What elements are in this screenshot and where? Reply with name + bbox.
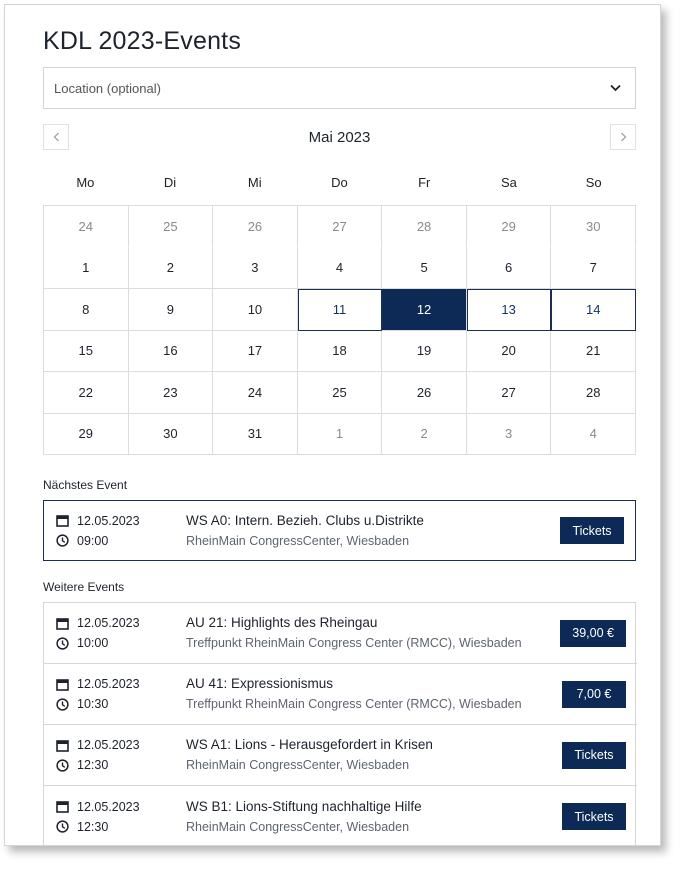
- calendar-grid: [43, 205, 636, 455]
- calendar-day[interactable]: 8: [44, 289, 129, 331]
- weekday-label: Fr: [418, 175, 431, 190]
- event-datetime: [44, 613, 186, 653]
- calendar-day[interactable]: 3: [213, 248, 298, 290]
- calendar-day[interactable]: 2: [129, 248, 214, 290]
- event-time: 12:30: [77, 758, 109, 772]
- calendar-day[interactable]: 28: [382, 206, 467, 248]
- event-name: WS A0: Intern. Bezieh. Clubs u.Distrikte: [186, 512, 424, 528]
- event-name: WS A1: Lions - Herausgefordert in Krisen: [186, 737, 433, 752]
- weekday-header: [43, 175, 636, 190]
- calendar-day[interactable]: 4: [298, 248, 383, 290]
- calendar-day[interactable]: 7: [551, 248, 636, 290]
- weekday-label: So: [585, 175, 602, 190]
- event-time: 12:30: [77, 819, 109, 834]
- month-label: Mai 2023: [308, 128, 371, 146]
- event-info: [186, 797, 562, 837]
- calendar-day[interactable]: 23: [129, 372, 214, 414]
- price-button[interactable]: 7,00 €: [562, 681, 626, 708]
- calendar-day-event[interactable]: 11: [298, 289, 383, 331]
- calendar-day[interactable]: 10: [213, 289, 298, 331]
- calendar-day[interactable]: 1: [44, 248, 129, 290]
- calendar-day[interactable]: 26: [382, 372, 467, 414]
- next-event-heading: Nächstes Event: [43, 478, 128, 492]
- event-list-item[interactable]: [44, 725, 637, 786]
- calendar-icon: [56, 678, 69, 691]
- event-info: [186, 674, 562, 714]
- page-title: KDL 2023-Events: [43, 27, 242, 55]
- event-place: RheinMain CongressCenter, Wiesbaden: [186, 758, 410, 772]
- chevron-right-icon: [620, 132, 627, 142]
- calendar-icon: [56, 800, 69, 813]
- event-info: [186, 613, 560, 653]
- location-placeholder: Location (optional): [54, 80, 161, 96]
- event-datetime: [44, 674, 186, 714]
- event-list-item[interactable]: [44, 786, 637, 846]
- clock-icon: [56, 534, 69, 547]
- clock-icon: [56, 759, 69, 772]
- calendar-day[interactable]: 1: [298, 414, 383, 456]
- calendar-day[interactable]: 27: [467, 372, 552, 414]
- calendar-day[interactable]: 22: [44, 372, 129, 414]
- tickets-button[interactable]: Tickets: [562, 742, 626, 769]
- more-events-heading: Weitere Events: [43, 580, 125, 594]
- event-date: 12.05.2023: [77, 616, 140, 630]
- event-name: AU 21: Highlights des Rheingau: [186, 615, 378, 630]
- calendar-day[interactable]: 18: [298, 331, 383, 373]
- calendar-day[interactable]: 25: [129, 206, 214, 248]
- calendar-icon: [56, 739, 69, 752]
- event-datetime: [44, 511, 186, 551]
- event-place: RheinMain CongressCenter, Wiesbaden: [186, 533, 410, 548]
- calendar-day[interactable]: 26: [213, 206, 298, 248]
- calendar-day[interactable]: 30: [551, 206, 636, 248]
- calendar-day[interactable]: 15: [44, 331, 129, 373]
- event-date: 12.05.2023: [77, 677, 140, 691]
- weekday-label: Di: [163, 175, 177, 190]
- month-navigation: [43, 123, 636, 151]
- event-place: Treffpunkt RheinMain Congress Center (RMCC), Wiesbaden: [186, 697, 522, 711]
- calendar-day[interactable]: 9: [129, 289, 214, 331]
- app-window: [4, 4, 661, 846]
- next-event-card[interactable]: [43, 500, 636, 561]
- tickets-button[interactable]: Tickets: [562, 803, 626, 830]
- event-time: 10:00: [77, 636, 109, 650]
- calendar-day[interactable]: 16: [129, 331, 214, 373]
- event-place: RheinMain CongressCenter, Wiesbaden: [186, 819, 410, 834]
- tickets-button[interactable]: Tickets: [560, 517, 624, 544]
- event-list-item[interactable]: [44, 603, 637, 664]
- event-date: 12.05.2023: [77, 799, 140, 814]
- clock-icon: [56, 820, 69, 833]
- event-place: Treffpunkt RheinMain Congress Center (RMCC), Wiesbaden: [186, 636, 522, 650]
- chevron-left-icon: [53, 132, 60, 142]
- calendar-day[interactable]: 5: [382, 248, 467, 290]
- event-date: 12.05.2023: [77, 513, 140, 528]
- calendar-day[interactable]: 19: [382, 331, 467, 373]
- chevron-down-icon: [605, 78, 625, 98]
- calendar-day[interactable]: 6: [467, 248, 552, 290]
- clock-icon: [56, 698, 69, 711]
- weekday-label: Sa: [500, 175, 517, 190]
- weekday-label: Mi: [247, 175, 262, 190]
- event-info: [186, 735, 562, 775]
- event-name: AU 41: Expressionismus: [186, 676, 334, 691]
- calendar-day-event[interactable]: 13: [467, 289, 552, 331]
- calendar-icon: [56, 617, 69, 630]
- event-name: WS B1: Lions-Stiftung nachhaltige Hilfe: [186, 798, 422, 814]
- calendar-day[interactable]: 24: [44, 206, 129, 248]
- calendar-day[interactable]: 4: [551, 414, 636, 456]
- price-button[interactable]: 39,00 €: [560, 620, 626, 647]
- prev-month-button[interactable]: [43, 124, 69, 150]
- event-info: [186, 511, 560, 551]
- event-datetime: [44, 797, 186, 837]
- calendar-day[interactable]: 20: [467, 331, 552, 373]
- calendar-day-event[interactable]: 14: [551, 289, 636, 331]
- weekday-label: Do: [331, 175, 348, 190]
- event-list-item[interactable]: [44, 664, 637, 725]
- calendar-day[interactable]: 31: [213, 414, 298, 456]
- calendar-day[interactable]: 29: [44, 414, 129, 456]
- calendar-day[interactable]: 21: [551, 331, 636, 373]
- calendar-day[interactable]: 30: [129, 414, 214, 456]
- calendar-day-selected[interactable]: 12: [382, 289, 467, 331]
- weekday-label: Mo: [76, 175, 95, 190]
- calendar-icon: [56, 514, 69, 527]
- calendar-day[interactable]: 17: [213, 331, 298, 373]
- clock-icon: [56, 637, 69, 650]
- calendar-day[interactable]: 24: [213, 372, 298, 414]
- calendar-day[interactable]: 3: [467, 414, 552, 456]
- calendar-day[interactable]: 27: [298, 206, 383, 248]
- calendar-day[interactable]: 25: [298, 372, 383, 414]
- event-time: 10:30: [77, 697, 109, 711]
- calendar-day[interactable]: 29: [467, 206, 552, 248]
- calendar-day[interactable]: 2: [382, 414, 467, 456]
- calendar-day[interactable]: 28: [551, 372, 636, 414]
- location-select[interactable]: [43, 67, 636, 109]
- event-datetime: [44, 735, 186, 775]
- event-time: 09:00: [77, 533, 109, 548]
- next-month-button[interactable]: [610, 124, 636, 150]
- event-date: 12.05.2023: [77, 738, 140, 752]
- event-list: [43, 602, 636, 846]
